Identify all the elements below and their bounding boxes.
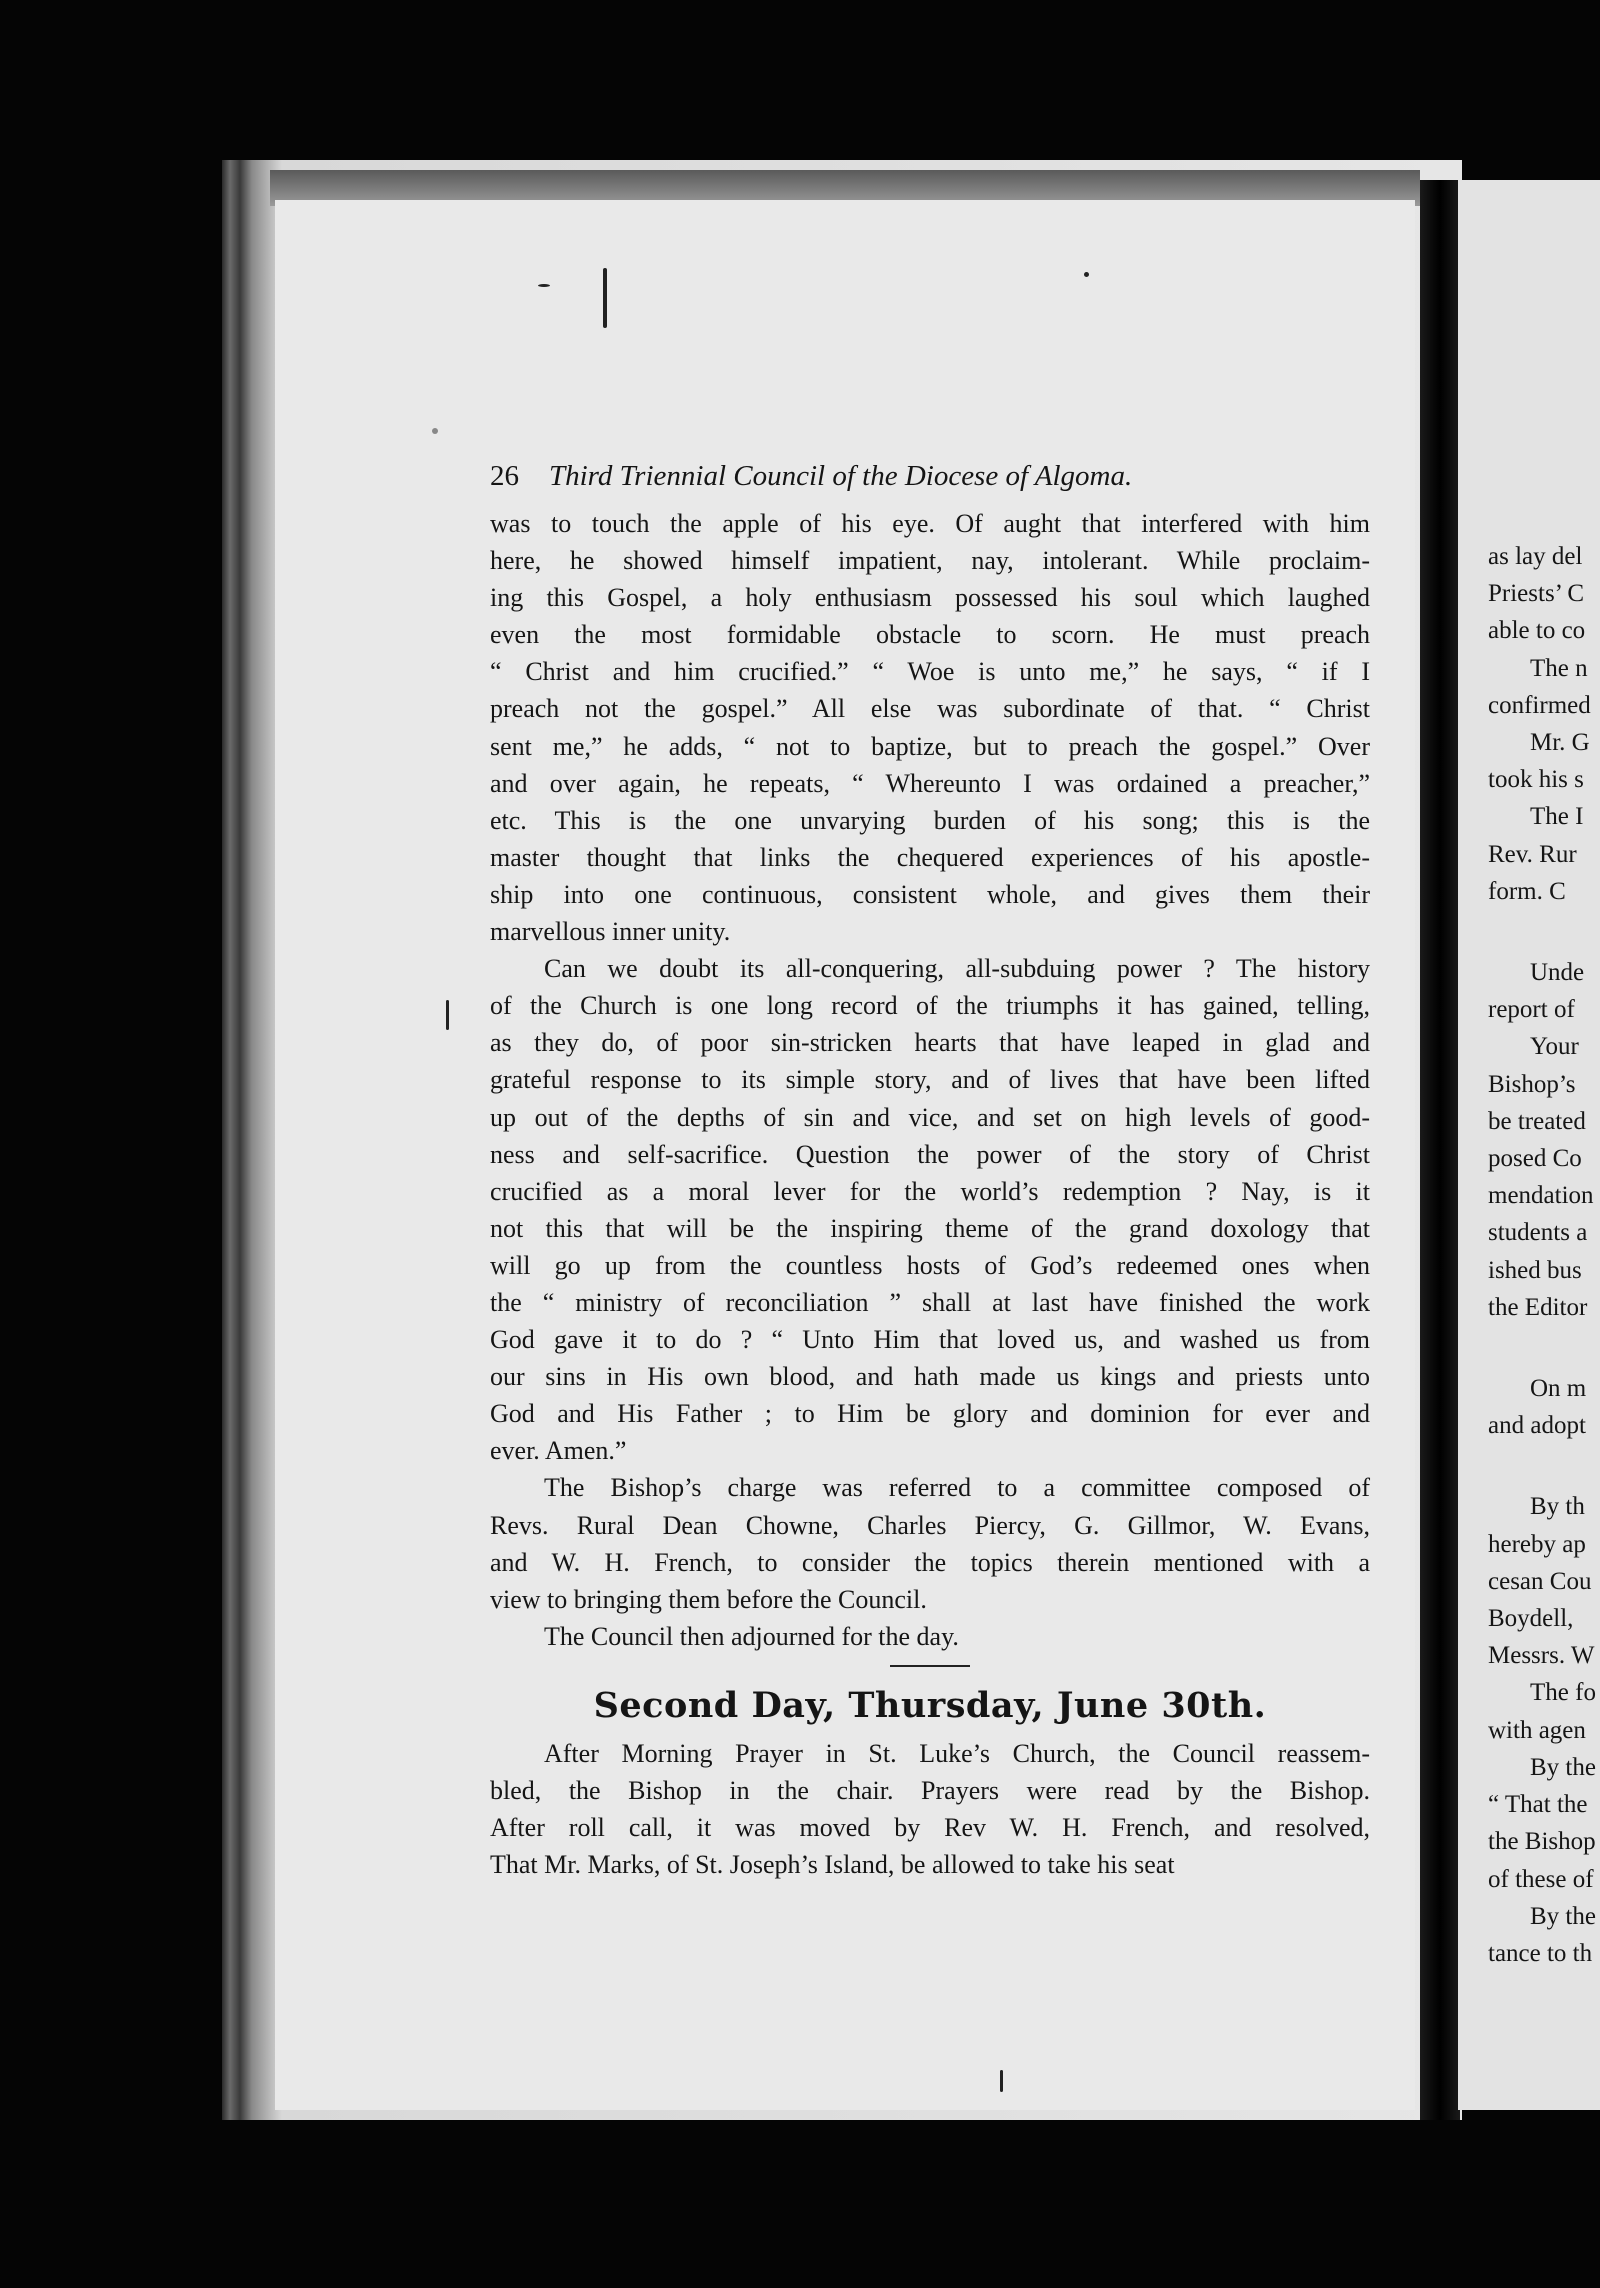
right-page-line: of these of: [1488, 1865, 1594, 1893]
text-line: grateful response to its simple story, and of lives that have been lifted: [490, 1065, 1370, 1095]
text-line: etc. This is the one unvarying burden of his song; this is the: [490, 805, 1370, 835]
right-page-line: Unde: [1530, 959, 1585, 987]
left-page-content: [490, 460, 1370, 1883]
right-page-line: took his s: [1488, 766, 1584, 794]
divider-rule: [890, 1665, 970, 1667]
right-page-line: students a: [1488, 1219, 1588, 1247]
right-page-line: Your: [1530, 1033, 1579, 1061]
right-page-line: cesan Cou: [1488, 1567, 1592, 1595]
text-line: was to touch the apple of his eye. Of aught that interfered with him: [490, 509, 1370, 538]
paragraph: [490, 1735, 1370, 1883]
paragraph-gap: [1488, 1444, 1600, 1488]
right-page-line: able to co: [1488, 617, 1586, 645]
section-divider: [490, 1655, 1370, 1677]
right-page-line: By the: [1530, 1753, 1596, 1781]
text-line: up out of the depths of sin and vice, and set on high levels of good-: [490, 1102, 1370, 1132]
text-line: here, he showed himself impatient, nay, intolerant. While proclaim-: [490, 546, 1370, 576]
right-page-line: tance to th: [1488, 1939, 1593, 1967]
text-line: ing this Gospel, a holy enthusiasm possessed his soul which laughed: [490, 583, 1370, 613]
text-line: ness and self-sacrifice. Question the power of the story of Christ: [490, 1139, 1370, 1169]
section-heading: Second Day, Thursday, June 30th.: [593, 1684, 1267, 1726]
scan-speck: [1084, 272, 1089, 277]
paragraph: [490, 1469, 1370, 1617]
text-line: Revs. Rural Dean Chowne, Charles Piercy, G. Gillmor, W. Evans,: [490, 1510, 1370, 1540]
right-page-line: the Editor: [1488, 1293, 1588, 1321]
paragraph-gap: [1488, 1326, 1600, 1370]
text-line: will go up from the countless hosts of God’s redeemed ones when: [490, 1250, 1370, 1280]
right-page-line: report of: [1488, 996, 1575, 1024]
running-title: Third Triennial Council of the Diocese of Algoma.: [549, 460, 1133, 492]
paragraph: [490, 1618, 1370, 1655]
section-paragraph: [490, 1735, 1370, 1883]
right-page-line: confirmed: [1488, 691, 1591, 719]
right-page-line: be treated: [1488, 1107, 1586, 1135]
running-header: [490, 460, 1370, 493]
text-line: not this that will be the inspiring theme of the grand doxology that: [490, 1213, 1370, 1243]
right-page-line: The n: [1530, 654, 1588, 682]
text-line: bled, the Bishop in the chair. Prayers were read by the Bishop.: [490, 1776, 1370, 1805]
text-line: ship into one continuous, consistent whole, and gives them their: [490, 879, 1370, 909]
right-page-line: By the: [1530, 1902, 1596, 1930]
text-line: even the most formidable obstacle to scorn. He must preach: [490, 620, 1370, 650]
scan-speck: [432, 428, 438, 434]
right-page-line: ished bus: [1488, 1256, 1582, 1284]
scan-speck: [446, 1000, 449, 1030]
scan-speck: [538, 284, 550, 287]
scan-speck: [603, 268, 607, 328]
text-line: marvellous inner unity.: [490, 917, 731, 947]
text-line: our sins in His own blood, and hath made us kings and priests unto: [490, 1362, 1370, 1392]
right-page-line: The I: [1530, 803, 1584, 831]
text-line: preach not the gospel.” All else was subordinate of that. “ Christ: [490, 694, 1370, 724]
right-page-line: Messrs. W: [1488, 1642, 1595, 1670]
right-page-line: Boydell,: [1488, 1605, 1574, 1633]
paragraph: [490, 505, 1370, 950]
text-line: and over again, he repeats, “ Whereunto I was ordained a preacher,”: [490, 768, 1370, 798]
right-page-line: with agen: [1488, 1716, 1586, 1744]
right-page-line: as lay del: [1488, 543, 1583, 570]
right-page-line: posed Co: [1488, 1145, 1582, 1173]
text-line: “ Christ and him crucified.” “ Woe is unto me,” he says, “ if I: [490, 657, 1370, 687]
right-page-line: form. C: [1488, 877, 1566, 905]
text-line: ever. Amen.”: [490, 1436, 627, 1466]
right-page-line: Rev. Rur: [1488, 840, 1577, 868]
text-line: The Bishop’s charge was referred to a committee composed of: [544, 1473, 1370, 1503]
text-line: view to bringing them before the Council.: [490, 1584, 927, 1614]
text-line: That Mr. Marks, of St. Joseph’s Island, be allowed to take his seat: [490, 1850, 1175, 1880]
text-line: After roll call, it was moved by Rev W. H. French, and resolved,: [490, 1813, 1370, 1843]
right-page-line: “ That the: [1488, 1791, 1588, 1819]
right-page-line: Mr. G: [1530, 729, 1590, 757]
text-line: sent me,” he adds, “ not to baptize, but to preach the gospel.” Over: [490, 731, 1370, 761]
text-line: Can we doubt its all-conquering, all-subduing power ? The history: [544, 954, 1370, 984]
body-text: [490, 505, 1370, 1655]
right-page-line: On m: [1530, 1375, 1587, 1403]
text-line: After Morning Prayer in St. Luke’s Church, the Council reassem-: [544, 1738, 1370, 1768]
text-line: master thought that links the chequered experiences of his apostle-: [490, 842, 1370, 872]
text-line: God gave it to do ? “ Unto Him that loved us, and washed us from: [490, 1325, 1370, 1355]
right-page-line: mendation: [1488, 1182, 1594, 1210]
right-page-line: By th: [1530, 1493, 1585, 1521]
right-page-line: Bishop’s: [1488, 1070, 1576, 1098]
text-line: The Council then adjourned for the day.: [544, 1621, 959, 1651]
paragraph: [490, 950, 1370, 1469]
text-line: the “ ministry of reconciliation ” shall at last have finished the work: [490, 1287, 1370, 1317]
paragraph-gap: [1488, 910, 1600, 954]
text-line: God and His Father ; to Him be glory and dominion for ever and: [490, 1399, 1370, 1429]
right-page-line: Priests’ C: [1488, 580, 1585, 608]
right-page-line: The fo: [1530, 1679, 1596, 1707]
right-page-line: and adopt: [1488, 1412, 1586, 1440]
text-line: as they do, of poor sin-stricken hearts that have leaped in glad and: [490, 1028, 1370, 1058]
right-page-content: [1488, 538, 1600, 1972]
text-line: crucified as a moral lever for the world’s redemption ? Nay, is it: [490, 1176, 1370, 1206]
right-page-line: the Bishop: [1488, 1828, 1596, 1856]
book-gutter: [1420, 180, 1460, 2120]
page-number: 26: [490, 460, 519, 492]
text-line: of the Church is one long record of the triumphs it has gained, telling,: [490, 991, 1370, 1021]
right-page-line: hereby ap: [1488, 1530, 1586, 1558]
text-line: and W. H. French, to consider the topics therein mentioned with a: [490, 1547, 1370, 1577]
scan-speck: [1000, 2070, 1003, 2092]
